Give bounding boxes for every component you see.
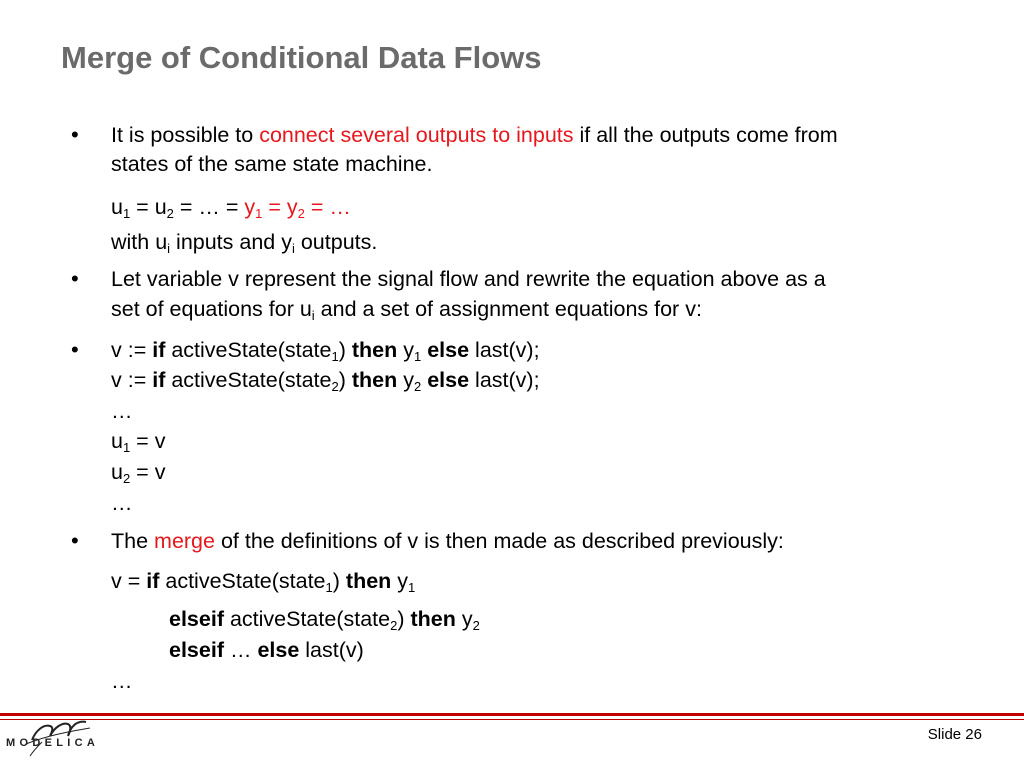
bullet-2-line-2: set of equations for $u_i$ and a set of assignment equations for v: (111, 297, 702, 323)
bullet-marker: • (71, 122, 79, 147)
bullet-marker: • (71, 528, 79, 553)
u1-equals-v: $u_1 = v$ (111, 429, 166, 455)
bullet-2-line-1: Let variable v represent the signal flow and rewrite the equation above as a (111, 267, 826, 291)
bullet-marker: • (71, 266, 79, 291)
equation-u-equals-y: $u_1 = u_2$ = … = $y_1 = y_2$ = … (111, 195, 351, 221)
merge-row-3: elseif … else last(v) (169, 638, 364, 662)
assignment-row-2: v := if activeState(state$_2$) then $y_2$ else last(v); (111, 368, 540, 394)
merge-row-1: v = if activeState(state$_1$) then $y_1$ (111, 569, 416, 595)
equation-note: with $u_i$ inputs and $y_i$ outputs. (111, 230, 378, 256)
ellipsis-row: … (111, 669, 133, 693)
highlight-merge: merge (154, 529, 215, 553)
merge-row-2: elseif activeState(state$_2$) then $y_2$ (169, 607, 480, 633)
highlight-connect-outputs: connect several outputs to inputs (259, 123, 574, 147)
u2-equals-v: $u_2 = v$ (111, 460, 166, 486)
bullet-1-line-1: It is possible to connect several outputs to inputs if all the outputs come from (111, 123, 838, 147)
ellipsis-row: … (111, 399, 133, 423)
bullet-4-line-1: The merge of the definitions of v is then made as described previously: (111, 529, 784, 553)
bullet-1-line-2: states of the same state machine. (111, 152, 433, 176)
modelica-logo-text: MODELICA (6, 737, 100, 749)
ellipsis-row: … (111, 491, 133, 515)
slide-number: Slide 26 (927, 726, 982, 743)
footer-rule (0, 713, 1024, 716)
assignment-row-1: v := if activeState(state$_1$) then $y_1$ else last(v); (111, 338, 540, 364)
slide-title: Merge of Conditional Data Flows (61, 40, 542, 75)
bullet-marker: • (71, 337, 79, 362)
footer-rule-thin (0, 719, 1024, 720)
